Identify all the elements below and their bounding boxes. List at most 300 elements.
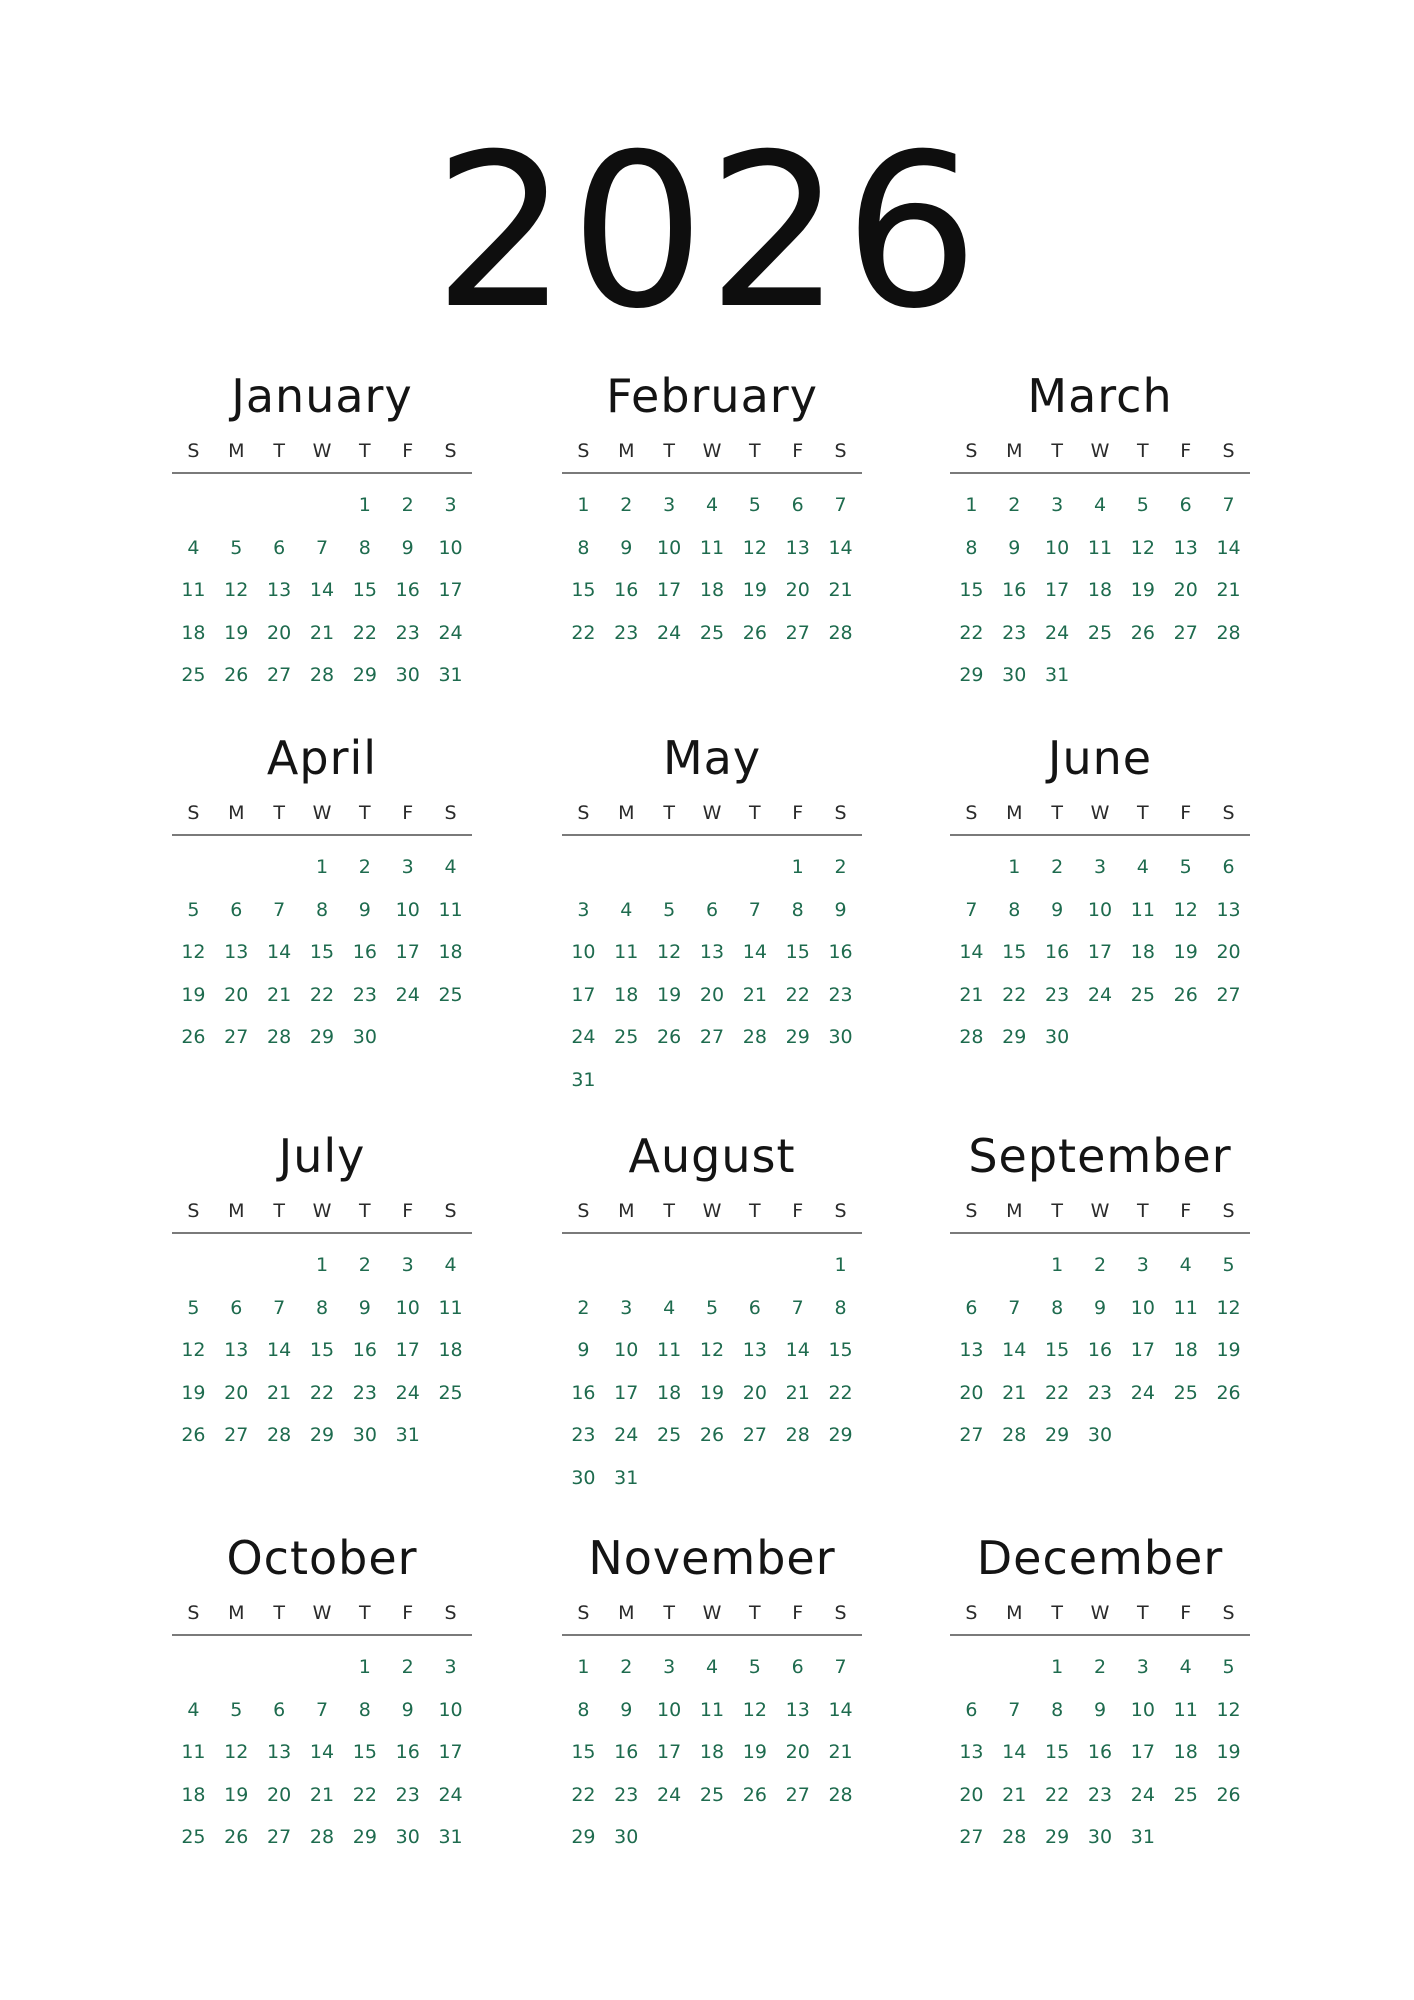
day-number: 1 xyxy=(577,494,590,516)
day-number: 1 xyxy=(315,856,329,878)
day-number: 5 xyxy=(187,898,200,921)
weekday-label: S xyxy=(834,440,847,462)
weekday-label: S xyxy=(965,1200,978,1222)
day-number: 16 xyxy=(614,1741,639,1763)
weekday-label: M xyxy=(228,802,245,824)
day-number: 15 xyxy=(1045,1339,1070,1361)
day-number: 3 xyxy=(401,856,414,878)
day-number: 16 xyxy=(614,579,639,601)
day-number: 29 xyxy=(309,1424,335,1446)
day-number: 27 xyxy=(742,1424,767,1446)
weekday-label: T xyxy=(359,1602,371,1624)
day-number: 24 xyxy=(1087,983,1113,1006)
day-number: 29 xyxy=(1045,1424,1070,1446)
weekday-label: S xyxy=(834,1602,847,1624)
day-number: 29 xyxy=(785,1026,810,1048)
day-number: 22 xyxy=(309,983,335,1006)
day-number: 23 xyxy=(395,1783,420,1806)
weekday-label: S xyxy=(444,1602,457,1624)
day-number: 11 xyxy=(1173,1698,1198,1721)
day-number: 22 xyxy=(1002,983,1027,1006)
day-number: 22 xyxy=(828,1381,853,1404)
day-number: 12 xyxy=(1216,1296,1241,1319)
weekday-label: S xyxy=(965,802,978,824)
day-number: 26 xyxy=(742,1783,767,1806)
weekday-label: W xyxy=(312,1602,332,1624)
day-number: 11 xyxy=(1087,536,1113,559)
weekday-label: F xyxy=(1180,1200,1192,1222)
day-number: 24 xyxy=(571,1026,596,1048)
day-number: 3 xyxy=(1051,494,1064,516)
day-number: 26 xyxy=(657,1026,682,1048)
day-number: 23 xyxy=(352,983,377,1006)
day-number: 24 xyxy=(438,1783,463,1806)
day-number: 30 xyxy=(828,1026,853,1048)
day-number: 13 xyxy=(1216,898,1241,921)
day-number: 2 xyxy=(1008,494,1021,516)
day-number: 13 xyxy=(267,1741,292,1763)
day-number: 25 xyxy=(1173,1783,1198,1806)
weekday-label: S xyxy=(1222,802,1235,824)
weekday-label: T xyxy=(273,440,285,462)
day-number: 31 xyxy=(571,1068,596,1091)
day-number: 17 xyxy=(395,1339,420,1361)
day-number: 7 xyxy=(273,1296,286,1319)
weekday-label: T xyxy=(273,1602,285,1624)
month-may xyxy=(562,730,862,1101)
day-number: 11 xyxy=(181,1741,206,1763)
day-number: 27 xyxy=(959,1826,984,1848)
weekday-label: T xyxy=(749,1200,761,1222)
day-number: 2 xyxy=(620,494,633,516)
day-number: 13 xyxy=(785,536,810,559)
weekday-label: T xyxy=(749,802,761,824)
month-june xyxy=(950,730,1250,1059)
weekday-label: F xyxy=(402,440,414,462)
day-number: 15 xyxy=(309,1339,335,1361)
day-number: 1 xyxy=(1008,856,1021,878)
day-number: 10 xyxy=(438,1698,463,1721)
day-number: 6 xyxy=(1179,494,1192,516)
day-number: 11 xyxy=(614,941,639,963)
day-number: 25 xyxy=(699,1783,725,1806)
day-number: 13 xyxy=(267,579,292,601)
weekday-label: W xyxy=(1090,1602,1110,1624)
weekday-header xyxy=(950,802,1250,836)
month-july xyxy=(172,1128,472,1457)
day-number: 25 xyxy=(181,1826,206,1848)
day-number: 4 xyxy=(1179,1254,1192,1276)
weekday-label: S xyxy=(834,802,847,824)
page-title: 2026 xyxy=(433,108,981,355)
weekday-label: S xyxy=(187,802,200,824)
day-number: 28 xyxy=(1002,1826,1027,1848)
day-number: 28 xyxy=(267,1424,292,1446)
month-name: September xyxy=(968,1129,1232,1183)
day-number: 16 xyxy=(395,1741,420,1763)
day-number: 6 xyxy=(791,494,804,516)
day-number: 24 xyxy=(1045,621,1070,644)
day-number: 20 xyxy=(959,1381,984,1404)
day-number: 13 xyxy=(742,1339,767,1361)
day-number: 9 xyxy=(620,1698,633,1721)
day-number: 12 xyxy=(1216,1698,1241,1721)
day-number: 4 xyxy=(187,536,200,559)
month-october xyxy=(172,1530,472,1859)
month-name: June xyxy=(1047,731,1153,785)
day-grid xyxy=(562,484,862,654)
day-number: 10 xyxy=(571,941,596,963)
day-number: 27 xyxy=(959,1424,984,1446)
day-number: 29 xyxy=(571,1826,596,1848)
day-number: 5 xyxy=(663,898,676,921)
day-number: 9 xyxy=(1093,1698,1107,1721)
weekday-label: T xyxy=(1051,1602,1063,1624)
month-name: July xyxy=(278,1129,366,1183)
month-august xyxy=(562,1128,862,1499)
day-number: 1 xyxy=(358,494,371,516)
day-number: 19 xyxy=(1216,1339,1241,1361)
day-number: 22 xyxy=(1045,1381,1070,1404)
weekday-label: T xyxy=(359,1200,371,1222)
weekday-label: W xyxy=(702,802,722,824)
day-number: 9 xyxy=(401,536,414,559)
day-number: 23 xyxy=(614,621,639,644)
day-number: 16 xyxy=(352,1339,377,1361)
day-number: 12 xyxy=(224,579,249,601)
day-number: 27 xyxy=(699,1026,725,1048)
day-number: 31 xyxy=(1045,664,1070,686)
day-number: 12 xyxy=(181,941,206,963)
day-number: 19 xyxy=(657,983,682,1006)
day-number: 3 xyxy=(1136,1656,1149,1678)
day-number: 6 xyxy=(705,898,719,921)
weekday-label: T xyxy=(1051,440,1063,462)
day-number: 25 xyxy=(1130,983,1155,1006)
weekday-label: S xyxy=(444,1200,457,1222)
month-january xyxy=(172,368,472,697)
day-number: 22 xyxy=(571,621,596,644)
day-number: 30 xyxy=(395,1826,420,1848)
day-number: 6 xyxy=(748,1296,761,1319)
weekday-label: S xyxy=(187,1602,200,1624)
day-number: 18 xyxy=(1173,1741,1198,1763)
day-number: 1 xyxy=(577,1656,590,1678)
day-number: 20 xyxy=(742,1381,767,1404)
weekday-header xyxy=(172,1602,472,1636)
day-number: 28 xyxy=(785,1424,810,1446)
day-number: 5 xyxy=(748,494,761,516)
day-number: 20 xyxy=(1216,941,1241,963)
day-number: 15 xyxy=(1002,941,1027,963)
day-number: 1 xyxy=(965,494,978,516)
weekday-label: F xyxy=(1180,802,1192,824)
day-number: 9 xyxy=(577,1339,590,1361)
day-number: 4 xyxy=(705,1656,719,1678)
day-number: 11 xyxy=(699,536,725,559)
weekday-label: M xyxy=(228,1200,245,1222)
day-number: 23 xyxy=(828,983,853,1006)
weekday-label: T xyxy=(663,1200,675,1222)
day-number: 14 xyxy=(267,1339,292,1361)
day-number: 31 xyxy=(1130,1826,1155,1848)
day-number: 3 xyxy=(444,1656,457,1678)
day-number: 21 xyxy=(309,621,335,644)
day-number: 12 xyxy=(742,536,767,559)
day-number: 24 xyxy=(1130,1783,1155,1806)
day-number: 7 xyxy=(1222,494,1235,516)
weekday-label: T xyxy=(749,440,761,462)
weekday-label: T xyxy=(359,440,371,462)
day-number: 18 xyxy=(657,1381,682,1404)
day-number: 15 xyxy=(571,1741,596,1763)
day-number: 6 xyxy=(1222,856,1235,878)
day-number: 6 xyxy=(273,536,286,559)
day-number: 3 xyxy=(663,494,676,516)
month-name: January xyxy=(231,369,413,423)
weekday-label: M xyxy=(228,440,245,462)
day-number: 11 xyxy=(1173,1296,1198,1319)
day-number: 17 xyxy=(657,1741,682,1763)
day-number: 4 xyxy=(1136,856,1149,878)
day-number: 22 xyxy=(352,1783,377,1806)
weekday-label: S xyxy=(444,802,457,824)
day-number: 25 xyxy=(699,621,725,644)
day-number: 14 xyxy=(785,1339,810,1361)
day-number: 3 xyxy=(577,898,590,921)
day-number: 6 xyxy=(230,898,243,921)
day-number: 21 xyxy=(267,1381,292,1404)
day-number: 28 xyxy=(309,1826,335,1848)
weekday-label: M xyxy=(1006,1200,1023,1222)
day-number: 4 xyxy=(444,1254,457,1276)
day-number: 17 xyxy=(1130,1741,1155,1763)
day-number: 4 xyxy=(620,898,633,921)
day-number: 9 xyxy=(1051,898,1064,921)
day-number: 19 xyxy=(699,1381,725,1404)
day-number: 20 xyxy=(1173,579,1198,601)
weekday-header xyxy=(562,440,862,474)
day-grid xyxy=(950,1244,1250,1457)
day-number: 15 xyxy=(959,579,984,601)
day-number: 28 xyxy=(309,664,335,686)
day-number: 17 xyxy=(395,941,420,963)
day-number: 11 xyxy=(438,898,463,921)
day-number: 16 xyxy=(1002,579,1027,601)
month-march xyxy=(950,368,1250,697)
day-number: 1 xyxy=(791,856,804,878)
day-number: 4 xyxy=(663,1296,676,1319)
day-number: 18 xyxy=(1130,941,1155,963)
day-number: 27 xyxy=(1216,983,1241,1006)
day-number: 7 xyxy=(273,898,286,921)
day-number: 2 xyxy=(1093,1656,1107,1678)
day-number: 15 xyxy=(828,1339,853,1361)
day-number: 26 xyxy=(1173,983,1198,1006)
weekday-label: S xyxy=(187,1200,200,1222)
day-number: 19 xyxy=(224,1783,249,1806)
day-number: 18 xyxy=(614,983,639,1006)
day-grid xyxy=(172,1646,472,1859)
day-number: 12 xyxy=(1173,898,1198,921)
day-number: 30 xyxy=(1045,1026,1070,1048)
day-number: 27 xyxy=(267,664,292,686)
day-number: 18 xyxy=(1173,1339,1198,1361)
day-number: 10 xyxy=(657,1698,682,1721)
day-number: 28 xyxy=(828,1783,853,1806)
day-number: 8 xyxy=(358,536,371,559)
day-number: 11 xyxy=(1130,898,1155,921)
day-number: 1 xyxy=(358,1656,371,1678)
day-number: 7 xyxy=(315,1698,329,1721)
day-number: 28 xyxy=(1216,621,1241,644)
day-number: 16 xyxy=(571,1381,596,1404)
day-number: 19 xyxy=(742,1741,767,1763)
day-number: 30 xyxy=(614,1826,639,1848)
day-number: 31 xyxy=(614,1466,639,1489)
day-number: 25 xyxy=(657,1424,682,1446)
day-grid xyxy=(950,846,1250,1059)
day-number: 11 xyxy=(438,1296,463,1319)
day-number: 17 xyxy=(438,579,463,601)
day-number: 3 xyxy=(663,1656,676,1678)
day-number: 7 xyxy=(315,536,329,559)
day-number: 13 xyxy=(785,1698,810,1721)
day-grid xyxy=(562,1646,862,1859)
day-number: 24 xyxy=(395,1381,420,1404)
day-number: 30 xyxy=(352,1026,377,1048)
day-number: 13 xyxy=(699,941,725,963)
day-number: 23 xyxy=(1087,1381,1113,1404)
day-number: 5 xyxy=(187,1296,200,1319)
day-number: 7 xyxy=(965,898,978,921)
weekday-label: W xyxy=(702,1602,722,1624)
day-number: 21 xyxy=(309,1783,335,1806)
day-number: 12 xyxy=(1130,536,1155,559)
day-number: 5 xyxy=(1222,1254,1235,1276)
day-number: 14 xyxy=(1216,536,1241,559)
weekday-label: S xyxy=(577,1602,590,1624)
day-number: 21 xyxy=(1216,579,1241,601)
day-number: 19 xyxy=(181,1381,206,1404)
day-number: 29 xyxy=(1002,1026,1027,1048)
day-number: 10 xyxy=(395,1296,420,1319)
weekday-label: S xyxy=(444,440,457,462)
day-number: 27 xyxy=(267,1826,292,1848)
day-number: 15 xyxy=(1045,1741,1070,1763)
day-number: 18 xyxy=(699,1741,725,1763)
day-number: 29 xyxy=(352,1826,377,1848)
weekday-label: T xyxy=(663,440,675,462)
day-number: 14 xyxy=(1002,1741,1027,1763)
day-number: 26 xyxy=(699,1424,725,1446)
weekday-label: F xyxy=(402,1200,414,1222)
weekday-label: S xyxy=(187,440,200,462)
day-number: 30 xyxy=(1002,664,1027,686)
day-number: 9 xyxy=(1093,1296,1107,1319)
day-number: 13 xyxy=(959,1339,984,1361)
day-number: 17 xyxy=(657,579,682,601)
day-number: 30 xyxy=(395,664,420,686)
day-number: 23 xyxy=(352,1381,377,1404)
day-number: 19 xyxy=(1130,579,1155,601)
weekday-label: S xyxy=(834,1200,847,1222)
weekday-label: T xyxy=(1137,1200,1149,1222)
day-number: 18 xyxy=(438,1339,463,1361)
day-number: 3 xyxy=(1093,856,1107,878)
day-number: 3 xyxy=(401,1254,414,1276)
day-number: 10 xyxy=(438,536,463,559)
day-number: 29 xyxy=(1045,1826,1070,1848)
day-number: 21 xyxy=(785,1381,810,1404)
day-number: 5 xyxy=(748,1656,761,1678)
day-number: 1 xyxy=(834,1254,847,1276)
day-number: 8 xyxy=(1051,1296,1064,1319)
day-number: 25 xyxy=(181,664,206,686)
day-number: 30 xyxy=(352,1424,377,1446)
day-number: 24 xyxy=(657,1783,682,1806)
day-number: 30 xyxy=(1087,1826,1113,1848)
day-number: 20 xyxy=(267,621,292,644)
day-number: 5 xyxy=(1179,856,1192,878)
day-number: 9 xyxy=(401,1698,414,1721)
weekday-label: T xyxy=(1137,440,1149,462)
day-number: 10 xyxy=(614,1339,639,1361)
day-grid xyxy=(172,846,472,1059)
day-number: 23 xyxy=(1045,983,1070,1006)
day-number: 27 xyxy=(224,1424,249,1446)
day-number: 17 xyxy=(1130,1339,1155,1361)
day-number: 5 xyxy=(705,1296,719,1319)
day-number: 5 xyxy=(230,536,243,559)
day-number: 26 xyxy=(1216,1381,1241,1404)
weekday-label: F xyxy=(792,440,804,462)
day-number: 14 xyxy=(309,1741,335,1763)
weekday-header xyxy=(562,1602,862,1636)
weekday-label: M xyxy=(1006,802,1023,824)
weekday-label: M xyxy=(618,1200,635,1222)
day-number: 8 xyxy=(315,898,329,921)
day-number: 12 xyxy=(181,1339,206,1361)
day-number: 2 xyxy=(577,1296,590,1319)
day-number: 14 xyxy=(959,941,984,963)
weekday-label: F xyxy=(792,802,804,824)
day-number: 14 xyxy=(828,1698,853,1721)
day-number: 2 xyxy=(358,1254,371,1276)
day-number: 19 xyxy=(1173,941,1198,963)
day-number: 27 xyxy=(1173,621,1198,644)
day-number: 18 xyxy=(181,621,206,644)
day-number: 11 xyxy=(699,1698,725,1721)
day-number: 17 xyxy=(614,1381,639,1404)
day-number: 8 xyxy=(834,1296,847,1319)
day-number: 29 xyxy=(828,1424,853,1446)
day-number: 25 xyxy=(438,983,463,1006)
day-grid xyxy=(562,1244,862,1499)
day-number: 28 xyxy=(1002,1424,1027,1446)
day-number: 9 xyxy=(358,898,371,921)
weekday-label: T xyxy=(1137,802,1149,824)
day-number: 22 xyxy=(352,621,377,644)
day-number: 10 xyxy=(657,536,682,559)
day-number: 8 xyxy=(315,1296,329,1319)
day-number: 22 xyxy=(309,1381,335,1404)
day-number: 5 xyxy=(1136,494,1149,516)
day-number: 25 xyxy=(1087,621,1113,644)
day-number: 15 xyxy=(352,579,377,601)
day-number: 19 xyxy=(742,579,767,601)
day-number: 28 xyxy=(959,1026,984,1048)
